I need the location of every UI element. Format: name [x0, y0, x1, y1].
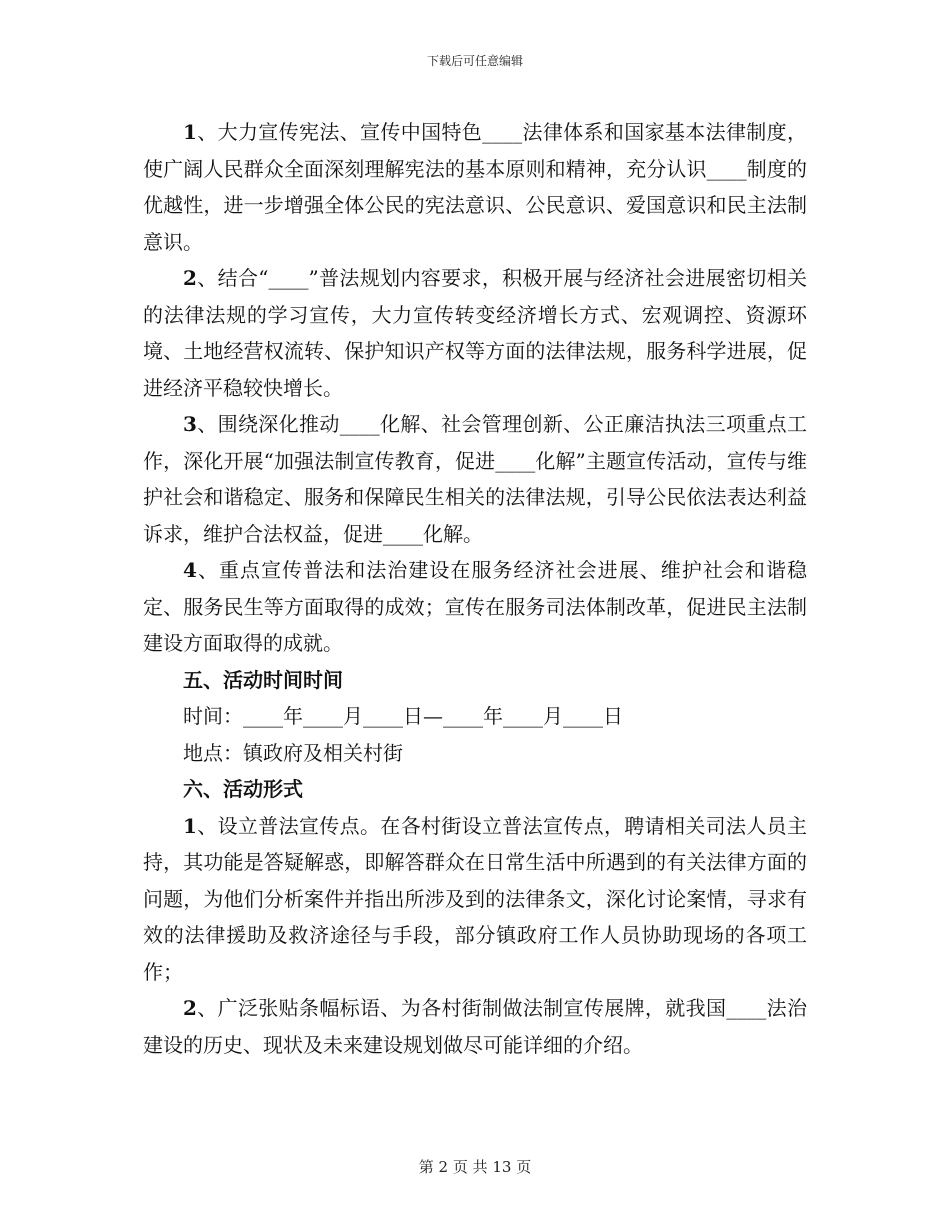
- section-6-item-1: [143, 808, 807, 991]
- page-header: 下载后可任意编辑: [426, 54, 523, 68]
- paragraph-number: 2: [183, 266, 197, 290]
- paragraph-text: 、重点宣传普法和法治建设在服务经济社会进展、维护社会和谐稳定、服务民生等方面取得的成效；宣传在服务司法体制改革，促进民主法制建设方面取得的成就。: [143, 558, 807, 655]
- page-footer: 第 2 页 共 13 页: [418, 1158, 532, 1176]
- section-6-heading: 六、活动形式: [183, 777, 303, 801]
- paragraph-text: 、结合“____”普法规划内容要求，积极开展与经济社会进展密切相关的法律法规的学习宣传，大力宣传转变经济增长方式、宏观调控、资源环境、土地经营权流转、保护知识产权等方面的法律法规，服务科学进展，促进经济平稳较快增长。: [143, 266, 807, 400]
- paragraph-4: [143, 552, 807, 662]
- item-text: 、广泛张贴条幅标语、为各村街制做法制宣传展牌，就我国____法治建设的历史、现状及未来建设规划做尽可能详细的介绍。: [143, 996, 807, 1057]
- item-text: 、设立普法宣传点。在各村街设立普法宣传点，聘请相关司法人员主持，其功能是答疑解惑，即解答群众在日常生活中所遇到的有关法律方面的问题，为他们分析案件并指出所涉及到的法律条文，深化讨论案情，寻求有效的法律援助及救济途径与手段，部分镇政府工作人员协助现场的各项工作；: [143, 813, 807, 984]
- time-line: 时间：____年____月____日—____年____月____日: [183, 704, 623, 728]
- paragraph-number: 3: [183, 412, 197, 436]
- paragraph-text: 、围绕深化推动____化解、社会管理创新、公正廉洁执法三项重点工作，深化开展“加强法制宣传教育，促进____化解”主题宣传活动，宣传与维护社会和谐稳定、服务和保障民生相关的法律法规，引导公民依法表达利益诉求，维护合法权益，促进____化解。: [143, 412, 807, 546]
- section-5-heading: 五、活动时间时间: [183, 667, 343, 692]
- section-6-item-2: [143, 990, 807, 1063]
- document-body: [143, 114, 807, 1063]
- paragraph-text: 、大力宣传宪法、宣传中国特色____法律体系和国家基本法律制度，使广阔人民群众全面深刻理解宪法的基本原则和精神，充分认识____制度的优越性，进一步增强全体公民的宪法意识、公民意识、爱国意识和民主法制意识。: [143, 120, 807, 254]
- paragraph-3: [143, 406, 807, 552]
- paragraph-1: [143, 114, 807, 260]
- item-number: 2: [183, 996, 197, 1020]
- paragraph-number: 1: [183, 120, 197, 144]
- place-line: 地点：镇政府及相关村街: [183, 740, 403, 765]
- item-number: 1: [183, 813, 197, 838]
- paragraph-2: [143, 260, 807, 406]
- paragraph-number: 4: [183, 558, 197, 582]
